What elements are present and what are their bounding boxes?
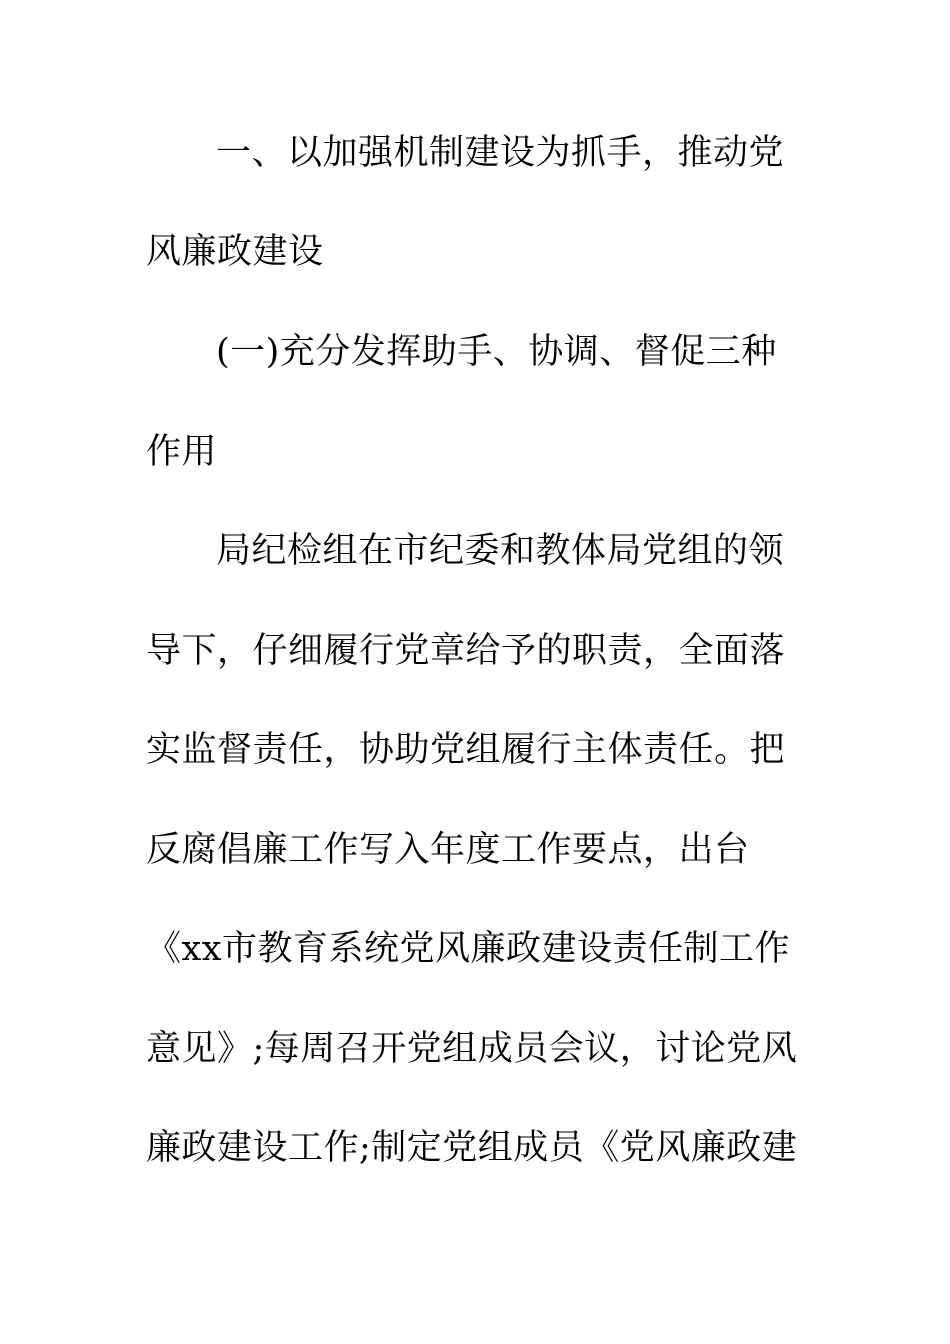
body-text-line-7: 廉政建设工作;制定党组成员《党风廉政建 — [146, 1128, 798, 1168]
body-text-line-1: 局纪检组在市纪委和教体局党组的领 — [216, 531, 785, 571]
section-heading-line-2: 风廉政建设 — [146, 232, 324, 272]
subsection-heading-line-1: (一)充分发挥助手、协调、督促三种 — [216, 332, 777, 372]
body-text-line-3: 实监督责任，协助党组履行主体责任。把 — [146, 730, 786, 770]
body-text-line-6: 意见》;每周召开党组成员会议，讨论党风 — [146, 1029, 798, 1069]
body-text-line-5: 《xx市教育系统党风廉政建设责任制工作 — [146, 929, 790, 969]
section-heading-line-1: 一、以加强机制建设为抓手，推动党 — [216, 133, 785, 173]
body-text-line-2: 导下，仔细履行党章给予的职责，全面落 — [146, 631, 786, 671]
body-text-line-4: 反腐倡廉工作写入年度工作要点，出台 — [146, 830, 750, 870]
subsection-heading-line-2: 作用 — [146, 432, 218, 472]
